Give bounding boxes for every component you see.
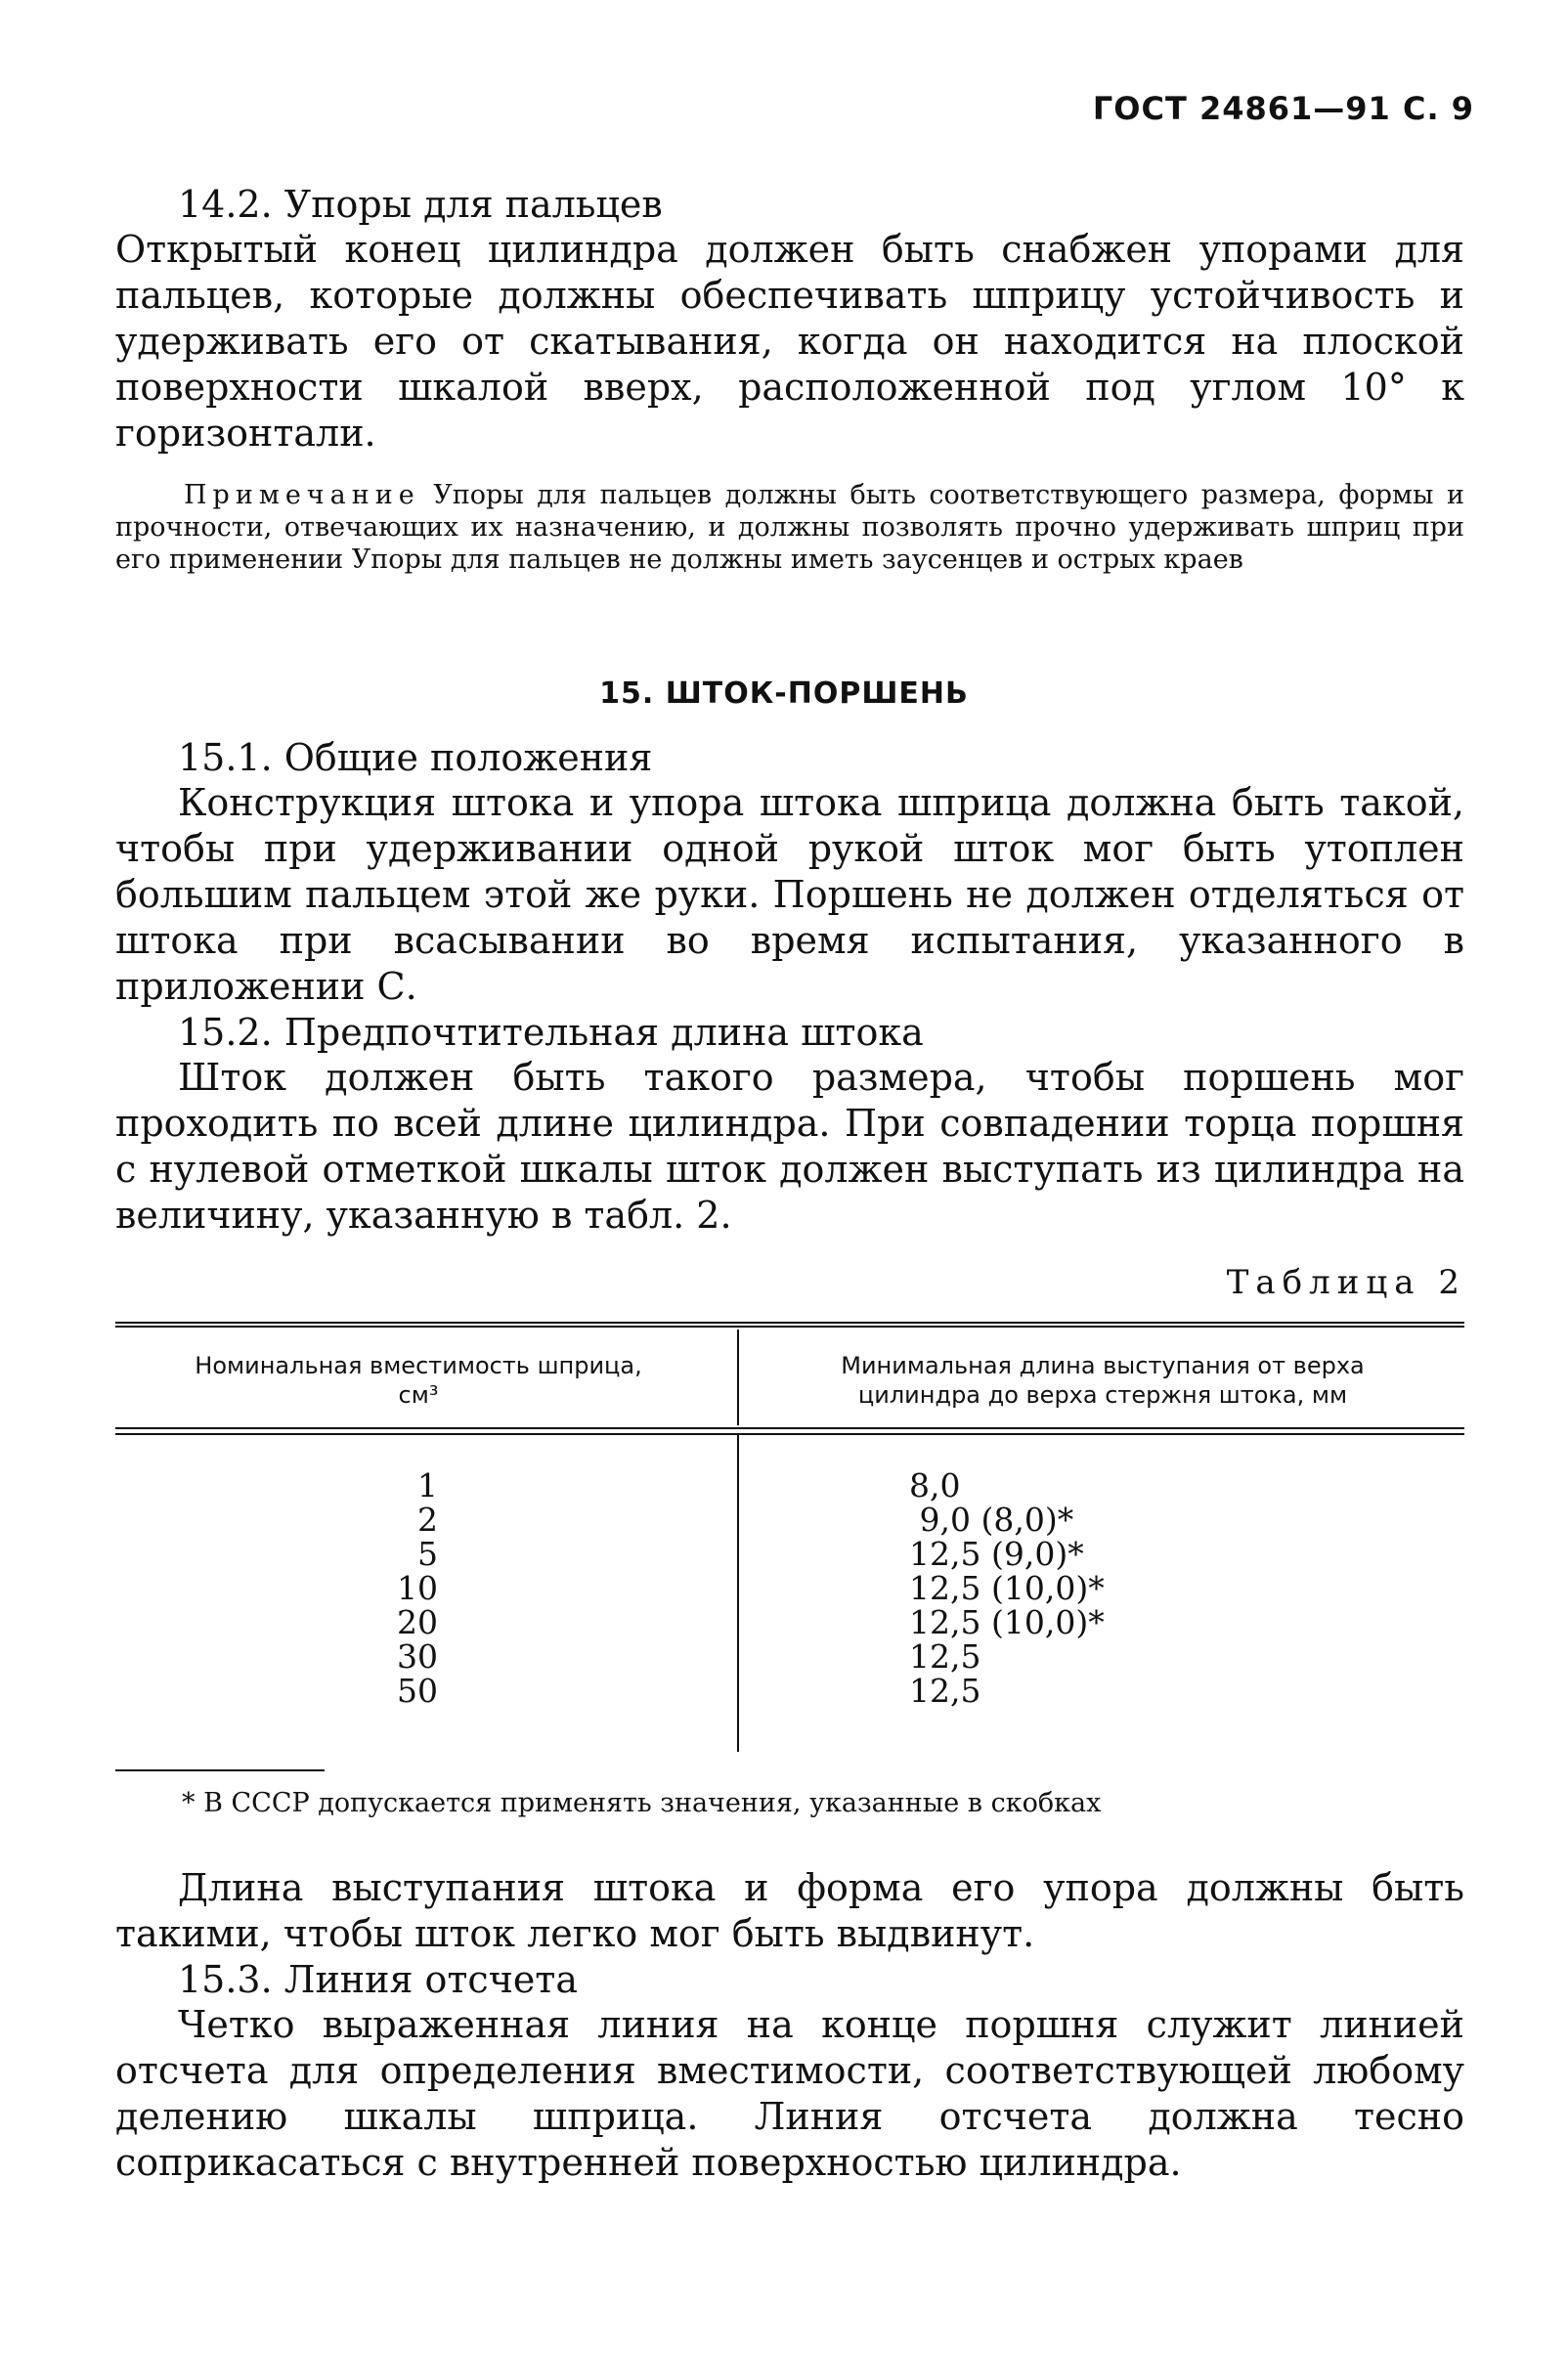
table-cell-length: 9,0 (8,0)* — [909, 1501, 1074, 1539]
table-body-divider — [737, 1435, 739, 1752]
running-header: ГОСТ 24861—91 С. 9 — [1092, 90, 1474, 127]
table-cell-capacity: 5 — [417, 1535, 438, 1573]
paragraph: Длина выступания штока и форма его упора должны быть такими, чтобы шток легко мог быть выдвинут. — [115, 1866, 1464, 1955]
section-title: 15. ШТОК-ПОРШЕНЬ — [599, 676, 969, 711]
data-table — [115, 1322, 1464, 1752]
paragraph: Открытый конец цилиндра должен быть снабжен упорами для пальцев, которые должны обеспечивать шприцу устойчивость и удерживать его от скатывания, когда он находится на плоской поверхности шкалой вверх, расположенной под углом 10° к горизонтали. — [115, 228, 1464, 455]
table-cell-capacity: 10 — [397, 1569, 438, 1607]
table-header-rule — [115, 1427, 1464, 1429]
table-cell-length: 12,5 (9,0)* — [909, 1535, 1084, 1573]
table-header-rule-2 — [115, 1433, 1464, 1435]
subsection-heading: 15.1. Общие положения — [178, 736, 653, 779]
table-header-divider — [737, 1330, 739, 1425]
section-15-3 — [115, 1865, 1464, 2186]
length-column — [909, 1468, 1202, 1708]
section-14-2 — [115, 182, 1464, 457]
table-footnote: * В СССР допускается применять значения, указанные в скобках — [182, 1788, 1102, 1818]
note-text: Упоры для пальцев должны быть соответствующего размера, формы и прочности, отвечающих их назначению, и должны позволять прочно удерживать шприц при его применении Упоры для пальцев не должны иметь заусенцев и острых краев — [115, 480, 1464, 575]
table-caption: Таблица 2 — [1226, 1263, 1466, 1302]
footnote-rule — [115, 1769, 325, 1771]
table-top-rule — [115, 1322, 1464, 1324]
note-paragraph — [115, 479, 1464, 576]
table-header-capacity: Номинальная вместимость шприца, см³ — [195, 1352, 642, 1409]
table-cell-capacity: 20 — [397, 1603, 438, 1641]
capacity-column — [115, 1468, 438, 1708]
table-cell-capacity: 1 — [417, 1466, 438, 1504]
note-label: Примечание — [184, 480, 420, 510]
subsection-heading: 15.2. Предпочтительная длина штока — [178, 1011, 924, 1054]
table-cell-capacity: 50 — [397, 1672, 438, 1710]
paragraph: Шток должен быть такого размера, чтобы поршень мог проходить по всей длине цилиндра. При совпадении торца поршня с нулевой отметкой шкалы шток должен выступать из цилиндра на величину, указанную в табл. 2. — [115, 1056, 1464, 1237]
table-cell-length: 12,5 — [909, 1672, 981, 1710]
table-cell-length: 12,5 (10,0)* — [909, 1569, 1105, 1607]
table-cell-length: 12,5 — [909, 1637, 981, 1676]
note-block — [115, 479, 1464, 576]
section-15-1 — [115, 735, 1464, 1239]
table-cell-capacity: 2 — [417, 1501, 438, 1539]
subsection-heading: 14.2. Упоры для пальцев — [178, 183, 663, 226]
paragraph: Четко выраженная линия на конце поршня служит линией отсчета для определения вместимости, соответствующей любому делению шкалы шприца. Линия отсчета должна тесно соприкасаться с внутренней поверхностью цилиндра. — [115, 2003, 1464, 2184]
paragraph: Конструкция штока и упора штока шприца должна быть такой, чтобы при удерживании одной рукой шток мог быть утоплен большим пальцем этой же руки. Поршень не должен отделяться от штока при всасывании во время испытания, указанного в приложении С. — [115, 781, 1464, 1008]
table-cell-length: 12,5 (10,0)* — [909, 1603, 1105, 1641]
table-header-length: Минимальная длина выступания от верха цилиндра до верха стержня штока, мм — [841, 1352, 1365, 1409]
table-top-rule-2 — [115, 1326, 1464, 1328]
table-cell-capacity: 30 — [397, 1637, 438, 1676]
subsection-heading: 15.3. Линия отсчета — [178, 1958, 578, 2001]
table-cell-length: 8,0 — [909, 1466, 961, 1504]
